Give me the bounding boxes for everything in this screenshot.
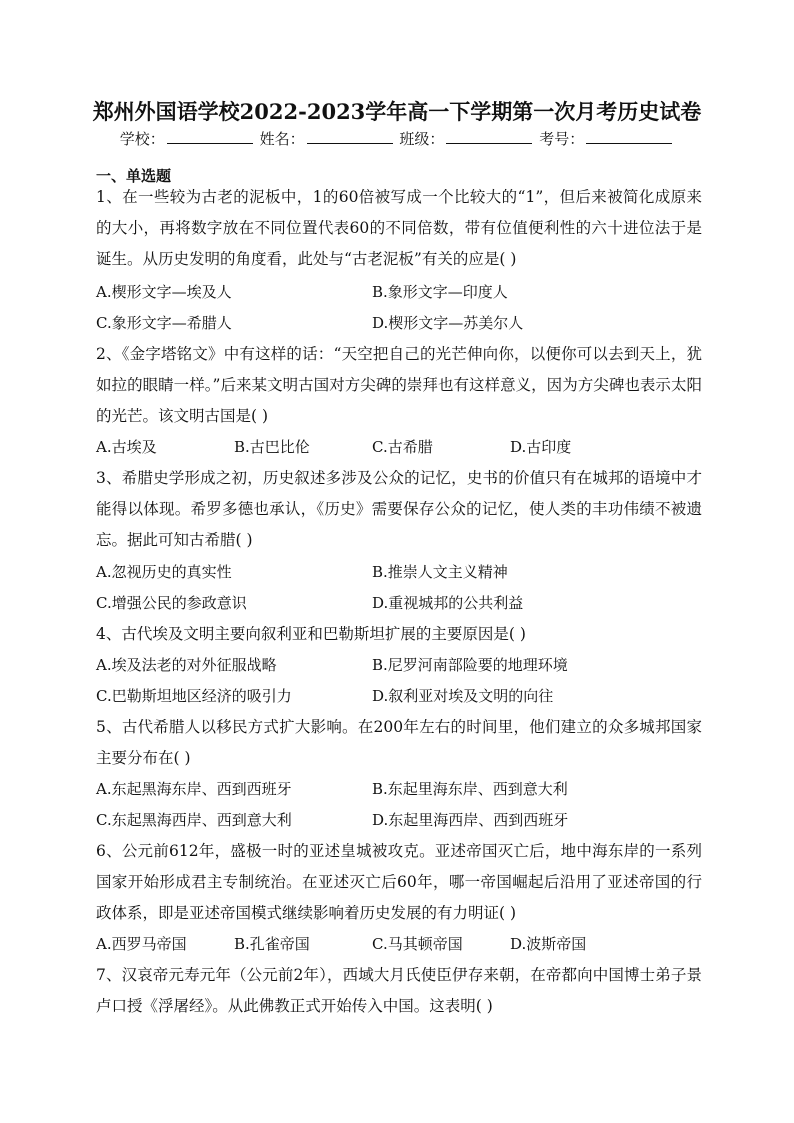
option-b[interactable]: B.尼罗河南部险要的地理环境 xyxy=(372,656,568,674)
name-blank[interactable] xyxy=(307,129,393,144)
question-3-options-row-1 xyxy=(96,557,702,588)
option-c[interactable]: C.象形文字—希腊人 xyxy=(96,314,232,332)
option-d[interactable]: D.古印度 xyxy=(510,438,572,456)
question-5-options-row-2 xyxy=(96,805,702,836)
question-1-options-row-1 xyxy=(96,277,702,308)
question-2 xyxy=(96,339,702,432)
question-stem: 2、《金字塔铭文》中有这样的话：“天空把自己的光芒伸向你，以便你可以去到天上，犹如拉的眼睛一样。”后来某文明古国对方尖碑的崇拜也有这样意义，因为方尖碑也表示太阳的光芒。该文明古国是( ) xyxy=(96,345,702,425)
option-c[interactable]: C.增强公民的参政意识 xyxy=(96,594,247,612)
question-3-options-row-2 xyxy=(96,588,702,619)
question-5-options-row-1 xyxy=(96,774,702,805)
option-b[interactable]: B.古巴比伦 xyxy=(234,438,310,456)
name-label: 姓名： xyxy=(259,130,305,148)
section-heading: 一、单选题 xyxy=(96,167,172,185)
option-b[interactable]: B.象形文字—印度人 xyxy=(372,283,508,301)
question-2-options-row xyxy=(96,432,702,463)
question-1-options-row-2 xyxy=(96,308,702,339)
question-4 xyxy=(96,619,702,650)
option-a[interactable]: A.东起黑海东岸、西到西班牙 xyxy=(96,780,292,798)
option-d[interactable]: D.重视城邦的公共利益 xyxy=(372,594,524,612)
option-c[interactable]: C.巴勒斯坦地区经济的吸引力 xyxy=(96,687,292,705)
question-1 xyxy=(96,182,702,275)
class-label: 班级： xyxy=(399,130,445,148)
student-info-line xyxy=(0,128,794,149)
question-stem: 4、古代埃及文明主要向叙利亚和巴勒斯坦扩展的主要原因是( ) xyxy=(96,625,526,643)
question-3 xyxy=(96,463,702,556)
option-a[interactable]: A.古埃及 xyxy=(96,438,157,456)
question-6-options-row xyxy=(96,929,702,960)
number-label: 考号： xyxy=(539,130,585,148)
question-4-options-row-2 xyxy=(96,681,702,712)
question-5 xyxy=(96,712,702,774)
question-7 xyxy=(96,960,702,1022)
question-stem: 1、在一些较为古老的泥板中，1的60倍被写成一个比较大的“1”，但后来被简化成原来的大小，再将数字放在不同位置代表60的不同倍数，带有位值便利性的六十进位法于是诞生。从历史发明的角度看，此处与“古老泥板”有关的应是( ) xyxy=(96,188,702,268)
question-stem: 3、希腊史学形成之初，历史叙述多涉及公众的记忆，史书的价值只有在城邦的语境中才能得以体现。希罗多德也承认，《历史》需要保存公众的记忆，使人类的丰功伟绩不被遗忘。据此可知古希腊( ) xyxy=(96,469,702,549)
option-b[interactable]: B.推崇人文主义精神 xyxy=(372,563,508,581)
number-blank[interactable] xyxy=(586,129,672,144)
option-c[interactable]: C.马其顿帝国 xyxy=(372,935,463,953)
option-d[interactable]: D.叙利亚对埃及文明的向往 xyxy=(372,687,554,705)
option-d[interactable]: D.东起里海西岸、西到西班牙 xyxy=(372,811,569,829)
option-a[interactable]: A.西罗马帝国 xyxy=(96,935,187,953)
question-stem: 6、公元前612年，盛极一时的亚述皇城被攻克。亚述帝国灭亡后，地中海东岸的一系列国家开始形成君主专制统治。在亚述灭亡后60年，哪一帝国崛起后沿用了亚述帝国的行政体系，即是亚述帝国模式继续影响着历史发展的有力明证( ) xyxy=(96,842,702,922)
option-a[interactable]: A.忽视历史的真实性 xyxy=(96,563,232,581)
option-a[interactable]: A.楔形文字—埃及人 xyxy=(96,283,232,301)
question-4-options-row-1 xyxy=(96,650,702,681)
question-stem: 7、汉哀帝元寿元年（公元前2年），西域大月氏使臣伊存来朝，在帝都向中国博士弟子景卢口授《浮屠经》。从此佛教正式开始传入中国。这表明( ) xyxy=(96,966,702,1015)
option-c[interactable]: C.古希腊 xyxy=(372,438,433,456)
question-6 xyxy=(96,836,702,929)
question-stem: 5、古代希腊人以移民方式扩大影响。在200年左右的时间里，他们建立的众多城邦国家主要分布在( ) xyxy=(96,718,702,767)
option-d[interactable]: D.楔形文字—苏美尔人 xyxy=(372,314,524,332)
school-blank[interactable] xyxy=(167,129,253,144)
page-title: 郑州外国语学校2022-2023学年高一下学期第一次月考历史试卷 xyxy=(92,99,702,124)
option-d[interactable]: D.波斯帝国 xyxy=(510,935,587,953)
class-blank[interactable] xyxy=(446,129,532,144)
option-a[interactable]: A.埃及法老的对外征服战略 xyxy=(96,656,277,674)
option-c[interactable]: C.东起黑海西岸、西到意大利 xyxy=(96,811,292,829)
option-b[interactable]: B.东起里海东岸、西到意大利 xyxy=(372,780,568,798)
school-label: 学校： xyxy=(119,130,165,148)
option-b[interactable]: B.孔雀帝国 xyxy=(234,935,310,953)
